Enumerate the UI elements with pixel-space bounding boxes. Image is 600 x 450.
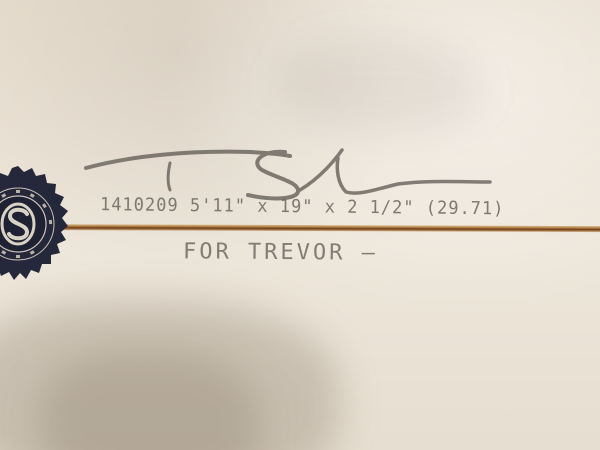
wood-stringer: [0, 224, 600, 232]
shaper-seal-logo-icon: [0, 164, 68, 284]
glare-shadow: [280, 40, 480, 130]
dedication-label: FOR TREVOR —: [182, 239, 379, 266]
board-spec-label: 1410209 5'11" x 19" x 2 1/2" (29.71): [99, 194, 505, 220]
